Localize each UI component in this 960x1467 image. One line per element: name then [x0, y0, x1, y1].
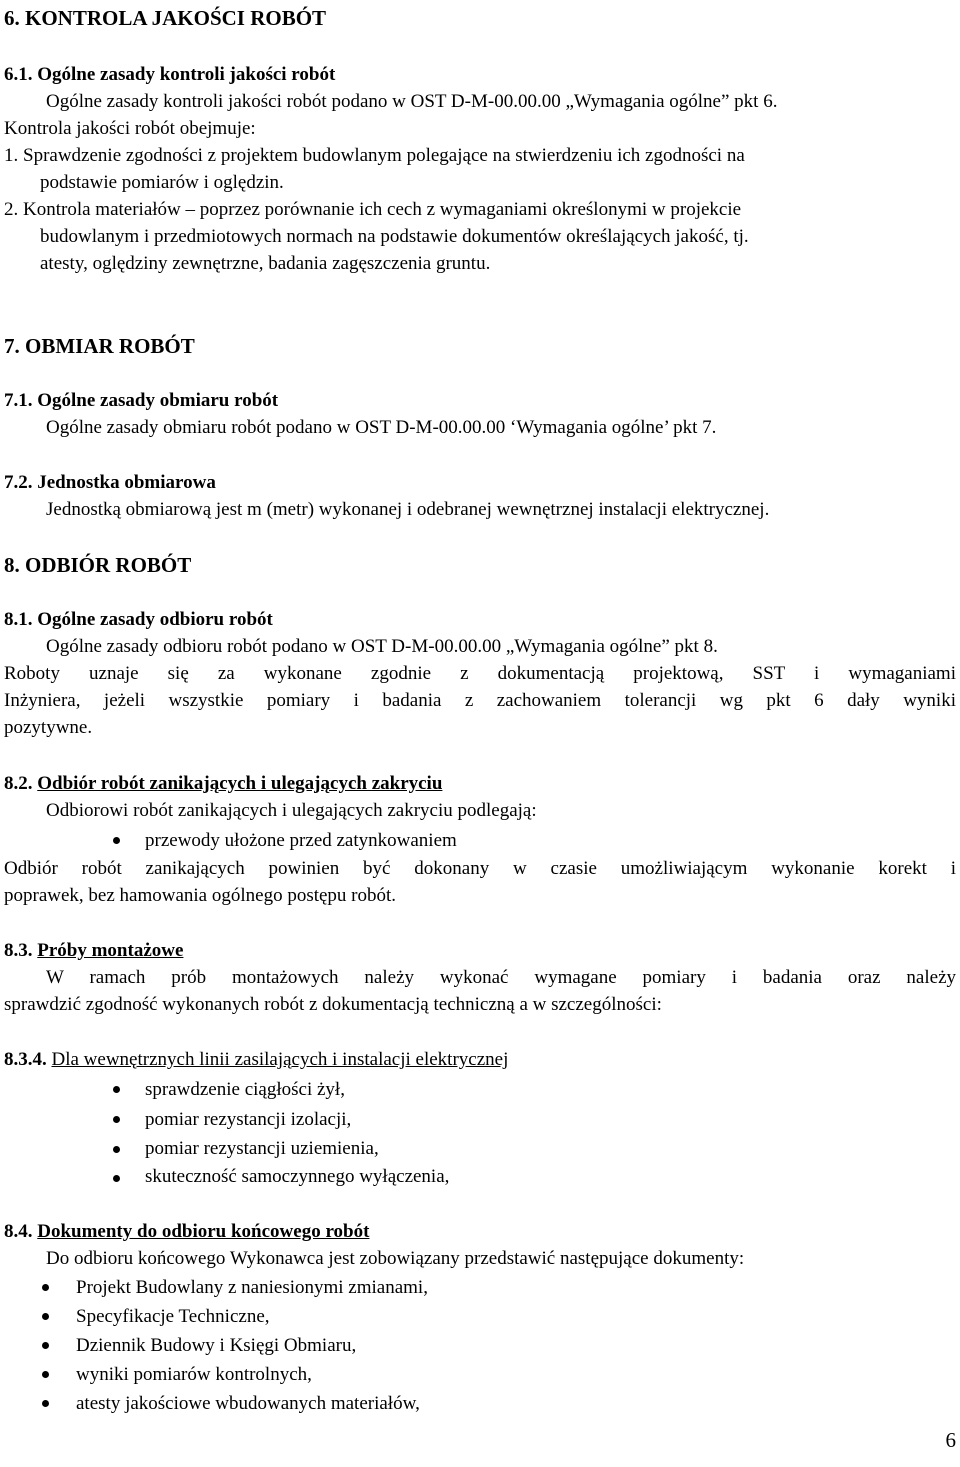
bullet-dot: [113, 1146, 120, 1153]
bullet-dot: [113, 1116, 120, 1123]
section-8-heading: 8. ODBIÓR ROBÓT: [4, 553, 192, 577]
section-8-2-number: 8.2.: [4, 773, 33, 794]
section-7-1-text: Ogólne zasady obmiaru robót podano w OST D-M-00.00.00 ‘Wymagania ogólne’ pkt 7.: [46, 417, 717, 438]
section-6-item1-line2: podstawie pomiarów i oględzin.: [40, 172, 284, 193]
section-6-1-heading: 6.1. Ogólne zasady kontroli jakości robót: [4, 64, 336, 85]
section-8-3-4-title: Dla wewnętrznych linii zasilających i instalacji elektrycznej: [51, 1049, 509, 1070]
section-8-3-heading: [4, 937, 960, 965]
section-8-1-heading: 8.1. Ogólne zasady odbioru robót: [4, 609, 273, 630]
section-8-2-bullet-1: przewody ułożone przed zatynkowaniem: [145, 830, 457, 851]
bullet-dot: [113, 1086, 120, 1093]
bullet-dot: [113, 837, 120, 844]
section-8-1-para-line2: Inżyniera, jeżeli wszystkie pomiary i badania z zachowaniem tolerancji wg pkt 6 dały wyniki: [4, 690, 956, 711]
section-8-2-intro: Odbiorowi robót zanikających i ulegających zakryciu podlegają:: [46, 800, 537, 821]
section-8-1-para-line1: Roboty uznaje się za wykonane zgodnie z dokumentacją projektową, SST i wymaganiami: [4, 663, 956, 684]
section-8-1-para-line3: pozytywne.: [4, 717, 93, 738]
section-6-heading: 6. KONTROLA JAKOŚCI ROBÓT: [4, 6, 327, 30]
section-8-3-4-heading: [4, 1046, 960, 1074]
section-8-3-para-line1: W ramach prób montażowych należy wykonać wymagane pomiary i badania oraz należy: [46, 967, 956, 988]
section-8-2-para-line1: Odbiór robót zanikających powinien być dokonany w czasie umożliwiającym wykonanie korekt i: [4, 858, 956, 879]
section-8-4-bullet-1: Projekt Budowlany z naniesionymi zmianami,: [76, 1277, 428, 1298]
section-8-3-4-bullet-1: sprawdzenie ciągłości żył,: [145, 1079, 345, 1100]
bullet-dot: [42, 1400, 49, 1407]
section-8-3-4-bullet-4: skuteczność samoczynnego wyłączenia,: [145, 1166, 450, 1187]
section-8-4-title: Dokumenty do odbioru końcowego robót: [37, 1221, 370, 1242]
section-6-item2-line2: budowlanym i przedmiotowych normach na podstawie dokumentów określających jakość, tj.: [40, 226, 749, 247]
section-8-4-heading: [4, 1218, 960, 1246]
section-8-2-heading: [4, 770, 960, 798]
section-8-3-4-bullet-2: pomiar rezystancji izolacji,: [145, 1109, 352, 1130]
section-8-4-bullet-4: wyniki pomiarów kontrolnych,: [76, 1364, 312, 1385]
bullet-dot: [113, 1175, 120, 1182]
section-8-4-intro: Do odbioru końcowego Wykonawca jest zobowiązany przedstawić następujące dokumenty:: [46, 1248, 745, 1269]
section-8-2-title: Odbiór robót zanikających i ulegających zakryciu: [37, 773, 443, 794]
section-6-1-text: Ogólne zasady kontroli jakości robót podano w OST D-M-00.00.00 „Wymagania ogólne” pkt 6.: [46, 91, 778, 112]
bullet-dot: [42, 1284, 49, 1291]
section-8-3-para-line2: sprawdzić zgodność wykonanych robót z dokumentacją techniczną a w szczególności:: [4, 994, 662, 1015]
section-8-3-number: 8.3.: [4, 940, 33, 961]
page-number: 6: [945, 1428, 956, 1452]
section-8-3-4-number: 8.3.4.: [4, 1049, 47, 1070]
section-7-2-heading: 7.2. Jednostka obmiarowa: [4, 472, 216, 493]
section-6-item1-line1: 1. Sprawdzenie zgodności z projektem budowlanym polegające na stwierdzeniu ich zgodności na: [4, 145, 745, 166]
section-6-intro: Kontrola jakości robót obejmuje:: [4, 118, 256, 139]
bullet-dot: [42, 1313, 49, 1320]
section-8-4-bullet-3: Dziennik Budowy i Księgi Obmiaru,: [76, 1335, 357, 1356]
section-7-1-heading: 7.1. Ogólne zasady obmiaru robót: [4, 390, 279, 411]
section-7-heading: 7. OBMIAR ROBÓT: [4, 334, 195, 358]
section-8-2-para-line2: poprawek, bez hamowania ogólnego postępu robót.: [4, 885, 397, 906]
section-8-3-4-bullet-3: pomiar rezystancji uziemienia,: [145, 1138, 379, 1159]
bullet-dot: [42, 1342, 49, 1349]
section-6-item2-line1: 2. Kontrola materiałów – poprzez porównanie ich cech z wymaganiami określonymi w projekcie: [4, 199, 742, 220]
section-8-1-text: Ogólne zasady odbioru robót podano w OST D-M-00.00.00 „Wymagania ogólne” pkt 8.: [46, 636, 718, 657]
section-8-4-bullet-2: Specyfikacje Techniczne,: [76, 1306, 270, 1327]
bullet-dot: [42, 1371, 49, 1378]
section-8-4-bullet-5: atesty jakościowe wbudowanych materiałów,: [76, 1393, 420, 1414]
section-6-item2-line3: atesty, oględziny zewnętrzne, badania zagęszczenia gruntu.: [40, 253, 491, 274]
section-7-2-text: Jednostką obmiarową jest m (metr) wykonanej i odebranej wewnętrznej instalacji elektrycznej.: [46, 499, 770, 520]
section-8-3-title: Próby montażowe: [37, 940, 184, 961]
section-8-4-number: 8.4.: [4, 1221, 33, 1242]
